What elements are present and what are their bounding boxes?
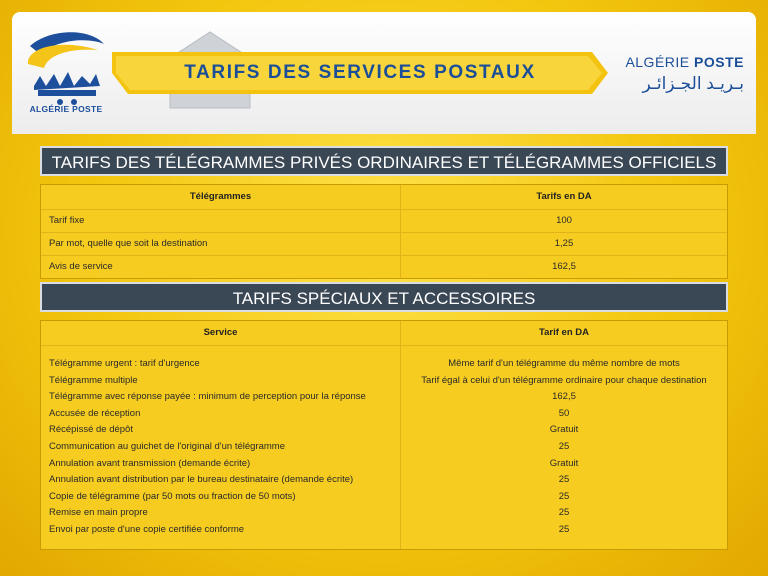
tariff-content (30, 138, 738, 558)
service-item: Télégramme urgent : tarif d'urgence (49, 358, 200, 369)
special-tariff-table (40, 320, 728, 550)
page-title: TARIFS DES SERVICES POSTAUX (184, 62, 536, 83)
telegram-tariff-table (40, 184, 728, 279)
service-item: Copie de télégramme (par 50 mots ou fraction de 50 mots) (49, 490, 296, 502)
table-header-row (41, 185, 727, 210)
row-label: Tarif fixe (41, 210, 401, 232)
service-list (41, 346, 401, 549)
service-item: Remise en main propre (49, 507, 148, 519)
section1-title: TARIFS DES TÉLÉGRAMMES PRIVÉS ORDINAIRES ET TÉLÉGRAMMES OFFICIELS (40, 146, 728, 176)
tariff-item: Gratuit (549, 424, 579, 436)
service-item: Annulation avant transmission (demande écrite) (49, 457, 251, 469)
brand-name-fr-light: ALGÉRIE (625, 54, 690, 70)
column-header-telegrammes: Télégrammes (41, 185, 401, 209)
row-value: 100 (556, 215, 572, 226)
service-item: Télégramme multiple (49, 374, 138, 386)
row-value: 162,5 (552, 261, 576, 272)
row-label: Avis de service (41, 256, 401, 278)
tariff-item: Gratuit (549, 457, 579, 469)
tariff-item: 25 (558, 490, 570, 502)
table-row (41, 233, 727, 256)
section2-title: TARIFS SPÉCIAUX ET ACCESSOIRES (40, 282, 728, 312)
row-value: 1,25 (554, 238, 574, 249)
tariff-list (401, 346, 727, 549)
services-body (41, 346, 727, 549)
logo-caption: ALGÉRIE POSTE (29, 104, 103, 114)
table-row (41, 256, 727, 278)
service-item: Télégramme avec réponse payée : minimum de perception pour la réponse (49, 391, 366, 403)
service-item: Annulation avant distribution par le bureau destinataire (demande écrite) (49, 474, 354, 486)
tariff-item: 25 (558, 474, 570, 486)
tariff-item: 25 (558, 523, 570, 535)
service-item: Accusée de réception (49, 407, 141, 419)
tariff-item: 25 (558, 440, 570, 452)
service-item: Communication au guichet de l'original d'un télégramme (49, 440, 285, 452)
brand-name-ar: بـريـد الجـزائـر (642, 74, 744, 93)
service-item: Récépissé de dépôt (49, 424, 133, 436)
brand-name-fr-bold: POSTE (694, 54, 744, 70)
brand-name-fr (614, 54, 744, 70)
tariff-item: 50 (558, 407, 570, 419)
table-row (41, 210, 727, 233)
column-header-service: Service (41, 321, 401, 345)
tariff-item: Même tarif d'un télégramme du même nombre de mots (448, 358, 680, 369)
row-label: Par mot, quelle que soit la destination (41, 233, 401, 255)
table-header-row (41, 321, 727, 346)
tariff-item: 25 (558, 507, 570, 519)
column-header-tarif: Tarif en DA (539, 327, 589, 338)
column-header-tarifs: Tarifs en DA (536, 191, 592, 202)
tariff-item: Tarif égal à celui d'un télégramme ordinaire pour chaque destination (421, 374, 707, 386)
service-item: Envoi par poste d'une copie certifiée conforme (49, 523, 245, 535)
tariff-item: 162,5 (552, 391, 576, 403)
